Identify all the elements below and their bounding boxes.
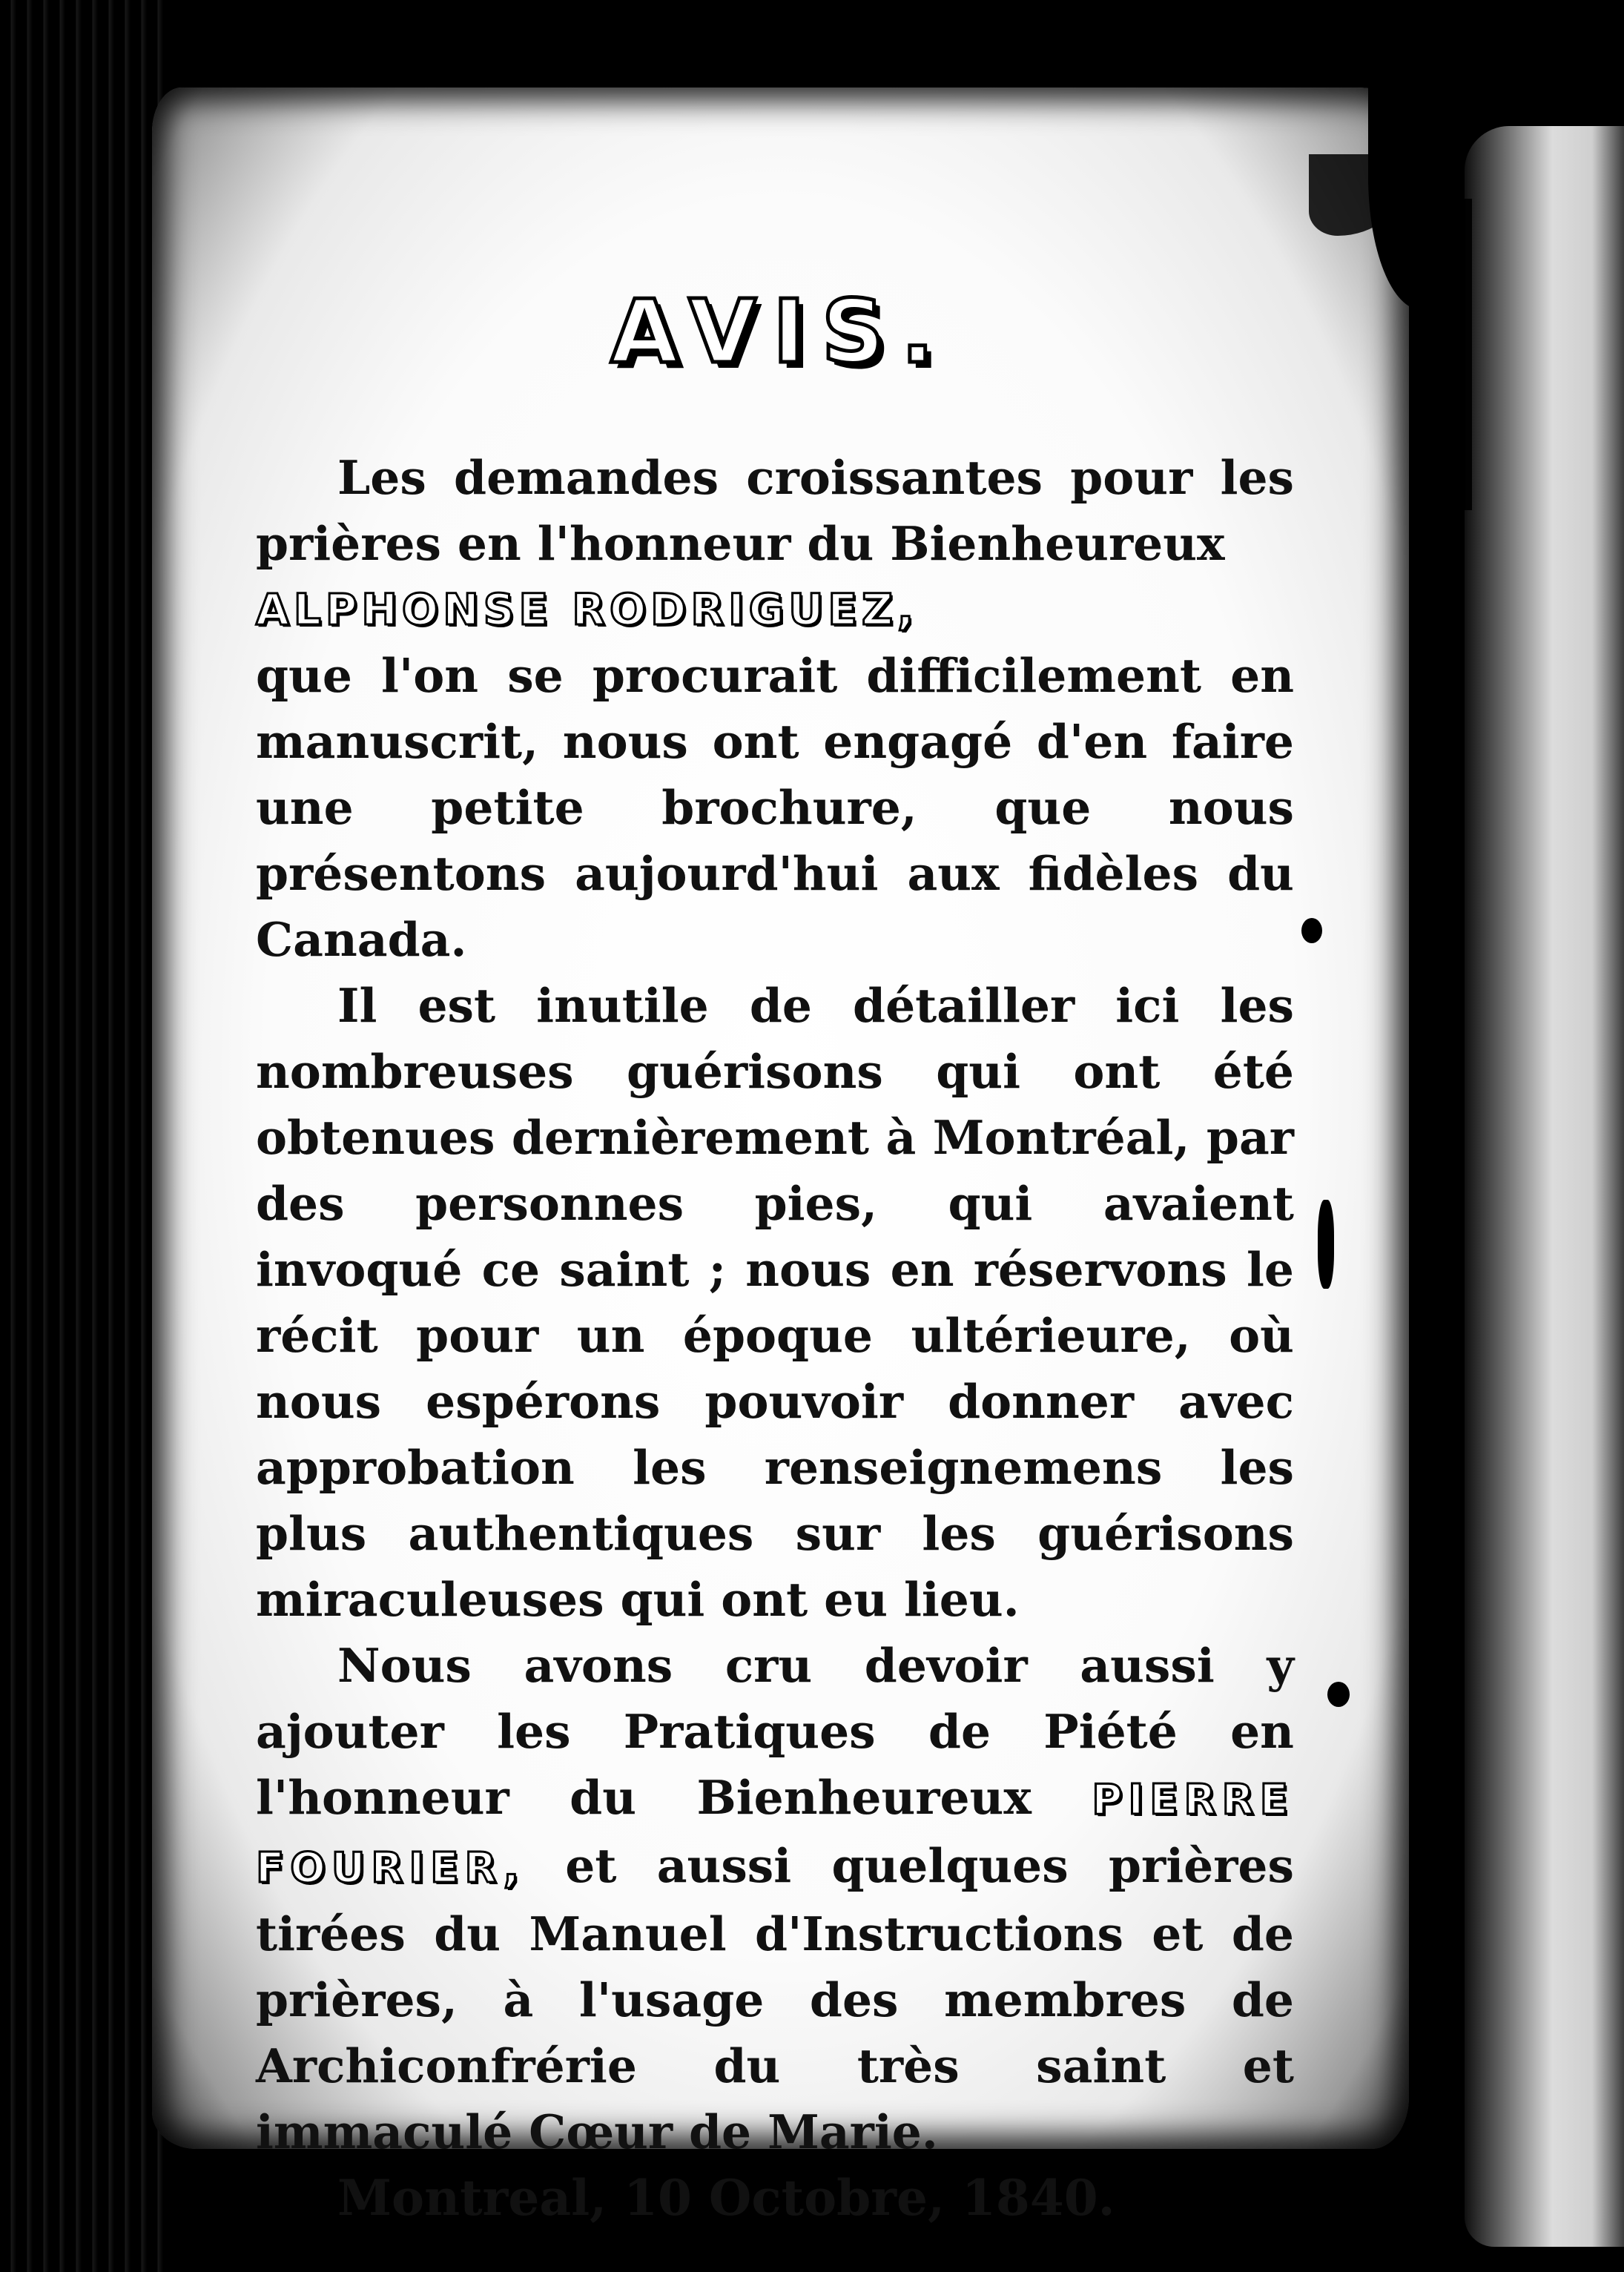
dateline: Montreal, 10 Octobre, 1840.	[337, 2169, 1115, 2227]
torn-edge	[1413, 199, 1472, 510]
ink-smudge	[1318, 1200, 1334, 1289]
paragraph-3-body: et aussi quelques prières tirées du Manuel d'Instructions et de prières, à l'usage des membres de Archiconfrérie du très saint et immaculé Cœur de Marie.	[256, 1838, 1294, 2159]
paragraph-1-intro: Les demandes croissantes pour les prières en l'honneur du Bienheureux	[256, 450, 1294, 571]
paragraph-3	[256, 1633, 1294, 2165]
adjacent-page-edge	[1465, 126, 1624, 2247]
notice-body	[256, 445, 1294, 2231]
saint-name-alphonse: ALPHONSE RODRIGUEZ,	[256, 584, 919, 635]
saint-name-pierre: PIERRE FOURIER,	[256, 1776, 1295, 1892]
left-binding-edge	[0, 0, 163, 2272]
paragraph-1-body: que l'on se procurait difficilement en manuscrit, nous ont engagé d'en faire une petite brochure, que nous présentons aujourd'hui aux fidèles du Canada.	[256, 648, 1294, 967]
ink-blot	[1301, 918, 1322, 943]
paragraph-3-intro: Nous avons cru devoir aussi y ajouter les Pratiques de Piété en l'honneur du Bienheureux	[256, 1638, 1294, 1825]
ink-dot	[1327, 1682, 1350, 1707]
title-area	[152, 0, 1409, 445]
notice-title: AVIS.	[610, 280, 951, 383]
paragraph-2: Il est inutile de détailler ici les nombreuses guérisons qui ont été obtenues dernièrement à Montréal, par des personnes pies, qui avaient invoqué ce saint ; nous en réservons le récit pour un époque ultérieure, où nous espérons pouvoir donner avec approbation les renseignemens les plus authentiques sur les guérisons miraculeuses qui ont eu lieu.	[256, 978, 1294, 1627]
paragraph-1	[256, 445, 1294, 973]
